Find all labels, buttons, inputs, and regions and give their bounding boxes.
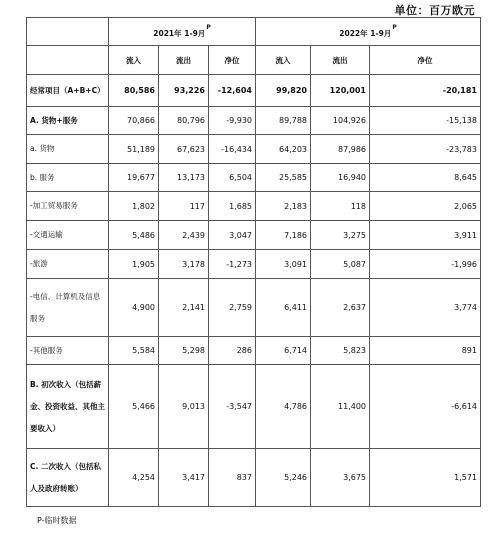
value-cell: 5,823 (311, 337, 370, 365)
subheader-blank-cell (27, 46, 109, 75)
value-cell: 6,714 (256, 337, 311, 365)
value-cell: 6,411 (256, 279, 311, 337)
row-label: a. 货物 (27, 135, 109, 164)
period-header-row (27, 18, 481, 46)
subheader-net: 净位 (209, 46, 256, 75)
period-label: 2022年 1-9月 (339, 29, 392, 38)
value-cell: -9,930 (209, 107, 256, 135)
value-cell: 117 (159, 192, 209, 221)
table-row (27, 164, 481, 192)
value-cell: 9,013 (159, 365, 209, 449)
value-cell: 2,183 (256, 192, 311, 221)
value-cell: 89,788 (256, 107, 311, 135)
value-cell: 5,246 (256, 449, 311, 507)
value-cell: -1,996 (370, 250, 481, 279)
row-label: A. 货物+服务 (27, 107, 109, 135)
value-cell: 891 (370, 337, 481, 365)
value-cell: 6,504 (209, 164, 256, 192)
value-cell: 87,986 (311, 135, 370, 164)
header-blank-cell (27, 18, 109, 46)
value-cell: 837 (209, 449, 256, 507)
value-cell: 64,203 (256, 135, 311, 164)
table-row (27, 365, 481, 449)
table-row (27, 221, 481, 250)
table-row (27, 107, 481, 135)
table-row (27, 192, 481, 221)
value-cell: -15,138 (370, 107, 481, 135)
value-cell: -3,547 (209, 365, 256, 449)
row-label: -旅游 (27, 250, 109, 279)
value-cell: 8,645 (370, 164, 481, 192)
value-cell: 1,571 (370, 449, 481, 507)
value-cell: 2,759 (209, 279, 256, 337)
value-cell: 3,911 (370, 221, 481, 250)
subheader-net: 净位 (370, 46, 481, 75)
table-row (27, 135, 481, 164)
value-cell: 2,141 (159, 279, 209, 337)
value-cell: -20,181 (370, 75, 481, 107)
row-label: 经常项目（A+B+C） (27, 75, 109, 107)
value-cell: 16,940 (311, 164, 370, 192)
value-cell: 5,087 (311, 250, 370, 279)
provisional-mark: P (206, 24, 211, 31)
value-cell: -23,783 (370, 135, 481, 164)
table-row (27, 337, 481, 365)
value-cell: 3,275 (311, 221, 370, 250)
value-cell: 1,685 (209, 192, 256, 221)
value-cell: 118 (311, 192, 370, 221)
value-cell: 1,905 (109, 250, 159, 279)
value-cell: -12,604 (209, 75, 256, 107)
value-cell: 104,926 (311, 107, 370, 135)
value-cell: -6,614 (370, 365, 481, 449)
value-cell: 3,047 (209, 221, 256, 250)
provisional-mark: P (392, 24, 397, 31)
value-cell: 19,677 (109, 164, 159, 192)
value-cell: 99,820 (256, 75, 311, 107)
value-cell: -16,434 (209, 135, 256, 164)
value-cell: 5,584 (109, 337, 159, 365)
value-cell: -1,273 (209, 250, 256, 279)
value-cell: 13,173 (159, 164, 209, 192)
table-row (27, 279, 481, 337)
value-cell: 4,254 (109, 449, 159, 507)
value-cell: 80,796 (159, 107, 209, 135)
value-cell: 25,585 (256, 164, 311, 192)
value-cell: 3,417 (159, 449, 209, 507)
value-cell: 5,466 (109, 365, 159, 449)
value-cell: 4,786 (256, 365, 311, 449)
value-cell: 80,586 (109, 75, 159, 107)
row-label: B. 初次收入（包括薪金、投资收益、其他主要收入） (27, 365, 109, 449)
value-cell: 70,866 (109, 107, 159, 135)
row-label: -交通运输 (27, 221, 109, 250)
value-cell: 4,900 (109, 279, 159, 337)
value-cell: 2,439 (159, 221, 209, 250)
row-label: -电信、计算机及信息服务 (27, 279, 109, 337)
value-cell: 7,186 (256, 221, 311, 250)
subheader-inflow: 流入 (109, 46, 159, 75)
table-row (27, 75, 481, 107)
value-cell: 3,774 (370, 279, 481, 337)
value-cell: 120,001 (311, 75, 370, 107)
period-header-2022 (256, 18, 481, 46)
table-row (27, 449, 481, 507)
subheader-outflow: 流出 (159, 46, 209, 75)
table-row (27, 250, 481, 279)
row-label: -加工贸易服务 (27, 192, 109, 221)
row-label: -其他服务 (27, 337, 109, 365)
footnote: P-临时数据 (37, 516, 77, 525)
subheader-row (27, 46, 481, 75)
value-cell: 2,637 (311, 279, 370, 337)
value-cell: 11,400 (311, 365, 370, 449)
balance-of-payments-table (26, 17, 481, 507)
row-label: b. 服务 (27, 164, 109, 192)
value-cell: 2,065 (370, 192, 481, 221)
subheader-outflow: 流出 (311, 46, 370, 75)
value-cell: 51,189 (109, 135, 159, 164)
value-cell: 1,802 (109, 192, 159, 221)
row-label: C. 二次收入（包括私人及政府转账） (27, 449, 109, 507)
value-cell: 286 (209, 337, 256, 365)
unit-label: 单位：百万欧元 (394, 4, 475, 17)
value-cell: 93,226 (159, 75, 209, 107)
value-cell: 3,675 (311, 449, 370, 507)
value-cell: 3,178 (159, 250, 209, 279)
value-cell: 5,486 (109, 221, 159, 250)
value-cell: 5,298 (159, 337, 209, 365)
period-label: 2021年 1-9月 (153, 29, 206, 38)
period-header-2021 (109, 18, 256, 46)
subheader-inflow: 流入 (256, 46, 311, 75)
value-cell: 67,623 (159, 135, 209, 164)
value-cell: 3,091 (256, 250, 311, 279)
